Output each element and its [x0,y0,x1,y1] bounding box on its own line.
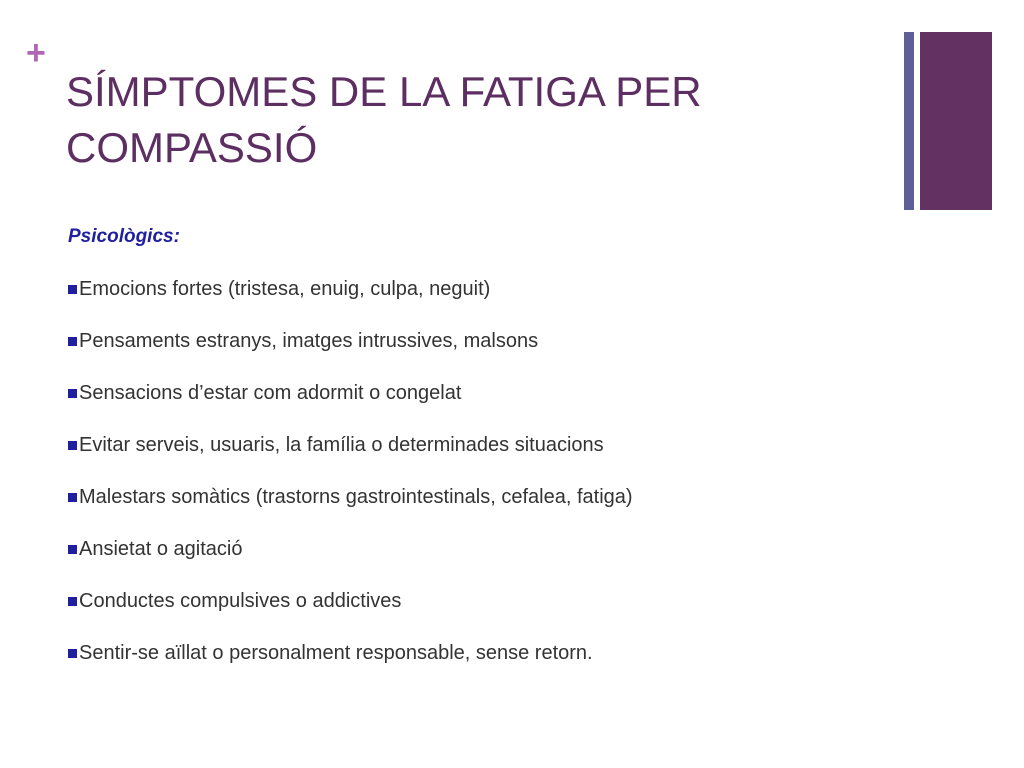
bullet-square-icon [68,493,77,502]
bullet-text: Sensacions d’estar com adormit o congelat [79,382,462,404]
bullet-square-icon [68,285,77,294]
bullet-list [68,276,633,692]
bullet-square-icon [68,649,77,658]
bullet-text: Conductes compulsives o addictives [79,590,402,612]
bullet-item [68,588,633,640]
slide-title [66,64,866,176]
accent-bar-thick [920,32,992,210]
bullet-item [68,536,633,588]
bullet-square-icon [68,337,77,346]
bullet-text: Evitar serveis, usuaris, la família o determinades situacions [79,434,604,456]
accent-bar-thin [904,32,914,210]
bullet-item [68,484,633,536]
bullet-item [68,328,633,380]
subheading: Psicològics: [68,226,180,247]
bullet-square-icon [68,545,77,554]
bullet-text: Emocions fortes (tristesa, enuig, culpa, neguit) [79,278,491,300]
bullet-text: Ansietat o agitació [79,538,243,560]
bullet-item [68,380,633,432]
bullet-item [68,640,633,692]
bullet-text: Malestars somàtics (trastorns gastrointestinals, cefalea, fatiga) [79,486,633,508]
title-line-2: COMPASSIÓ [66,124,318,171]
plus-icon: + [26,34,46,72]
bullet-square-icon [68,597,77,606]
bullet-text: Sentir-se aïllat o personalment responsable, sense retorn. [79,642,593,664]
bullet-item [68,432,633,484]
title-line-1: SÍMPTOMES DE LA FATIGA PER [66,68,702,115]
bullet-square-icon [68,441,77,450]
bullet-square-icon [68,389,77,398]
bullet-item [68,276,633,328]
bullet-text: Pensaments estranys, imatges intrussives, malsons [79,330,539,352]
